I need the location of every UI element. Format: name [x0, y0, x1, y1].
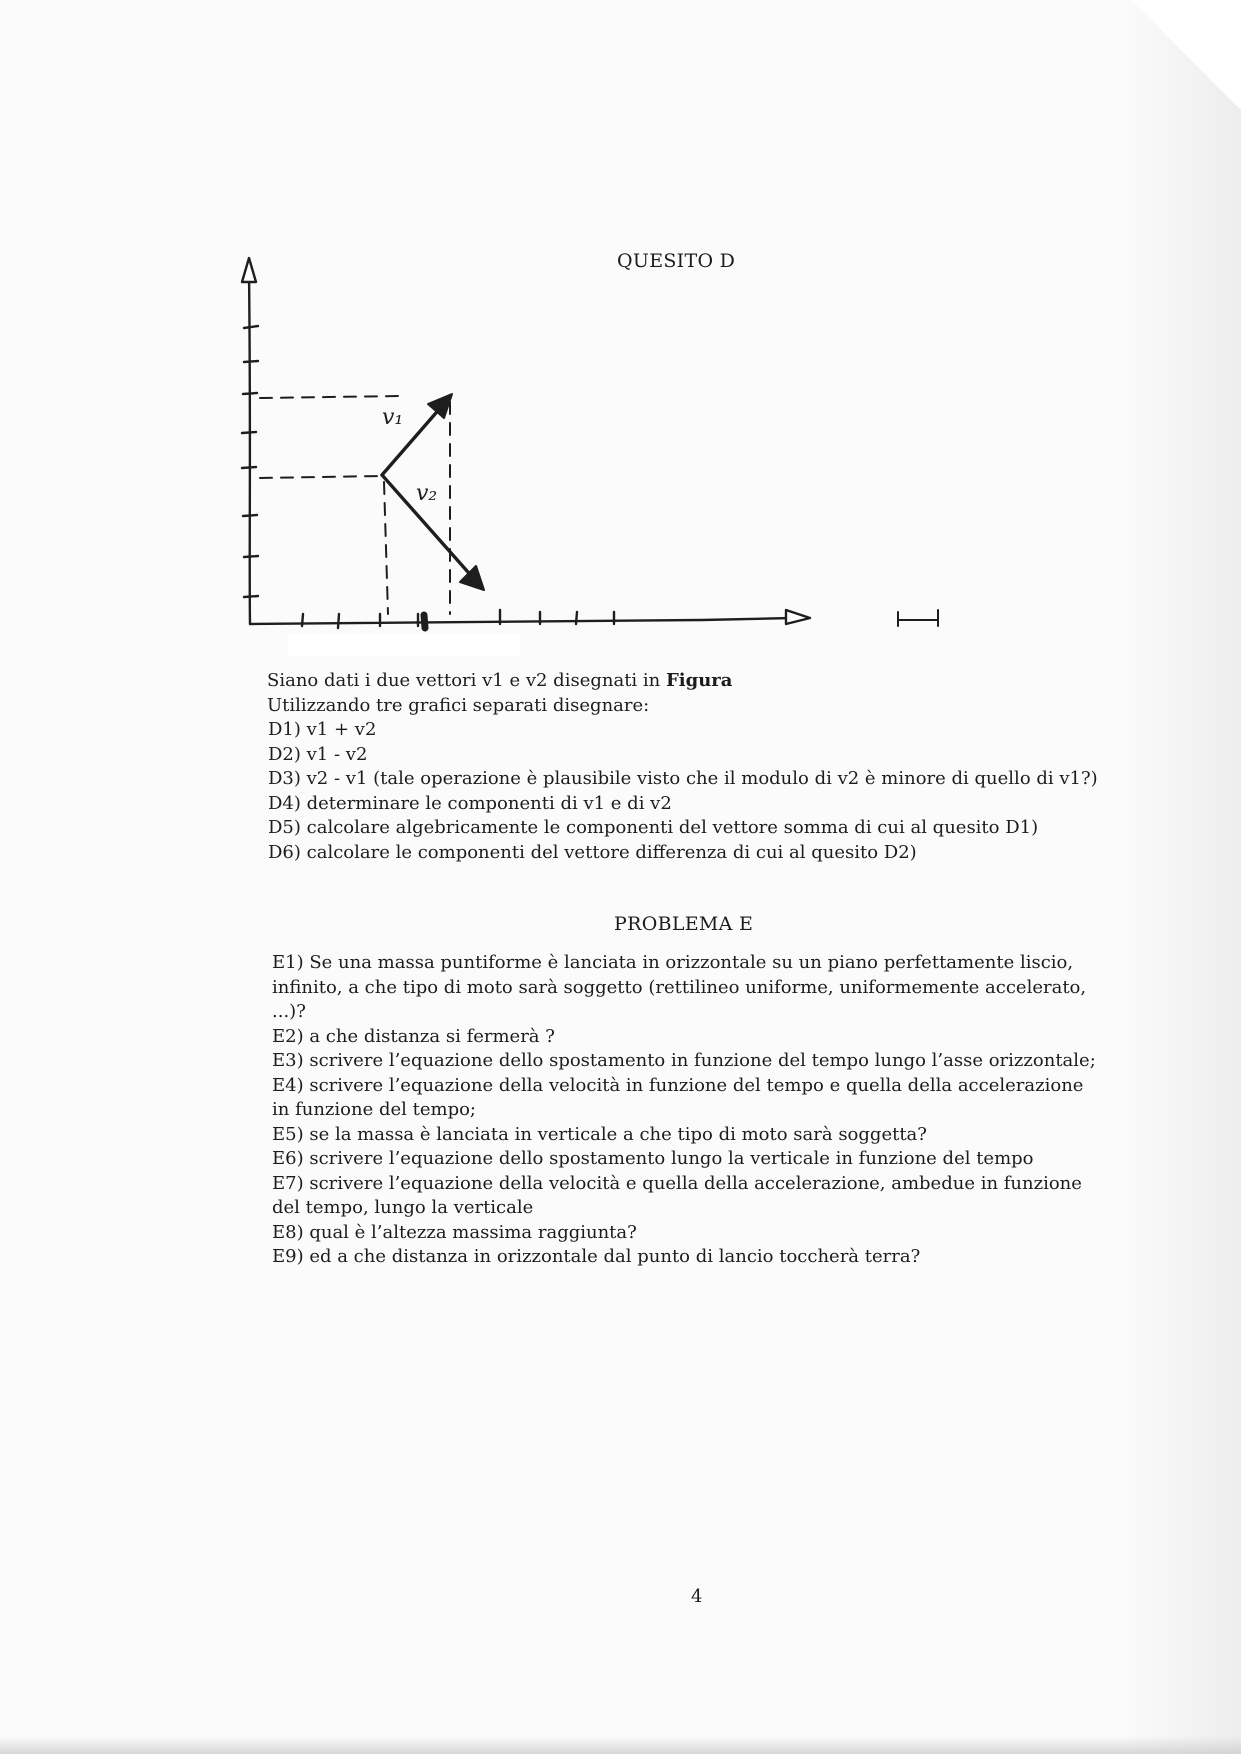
x-axis [250, 618, 792, 624]
v2-label: v₂ [416, 481, 438, 506]
question-e4: E4) scrivere l’equazione della velocità in funzione del tempo e quella della accelerazione in funzione del tempo; [272, 1074, 1084, 1120]
question-d5: D5) calcolare algebricamente le componenti del vettore somma di cui al quesito D1) [268, 817, 1039, 838]
v1-horizontal-guide [260, 396, 400, 398]
question-e2: E2) a che distanza si fermerà ? [272, 1025, 555, 1047]
x-ticks [302, 610, 614, 628]
y-axis-arrowhead [242, 258, 256, 282]
v1-label: v₁ [382, 405, 404, 430]
y-axis [249, 272, 250, 624]
folded-corner [1131, 0, 1241, 110]
intro-figure-word: Figura [665, 670, 733, 691]
redaction-mark [288, 634, 520, 656]
question-d6: D6) calcolare le componenti del vettore differenza di cui al quesito D2) [268, 841, 917, 863]
question-e1: E1) Se una massa puntiforme è lanciata in orizzontale su un piano perfettamente liscio, infinito, a che tipo di moto sarà soggetto (rettilineo uniforme, uniformemente accelerato, ...)? [272, 952, 1087, 1022]
question-d1: D1) v1 + v2 [268, 719, 377, 740]
intro-text: Siano dati i due vettori v1 e v2 disegnati in [267, 670, 666, 691]
intro-line [267, 669, 732, 694]
question-e8: E8) qual è l’altezza massima raggiunta? [272, 1221, 637, 1243]
question-e7: E7) scrivere l’equazione della velocità e quella della accelerazione, ambedue in funzione del tempo, lungo la verticale [272, 1172, 1082, 1218]
sheet-edge [0, 1736, 1241, 1754]
scale-segment [898, 610, 938, 626]
origin-vertical-guide [384, 482, 388, 614]
vector-figure [232, 252, 952, 652]
quesito-d-title: QUESITO D [617, 250, 736, 272]
question-d4: D4) determinare le componenti di v1 e di v2 [268, 792, 672, 814]
page-number: 4 [691, 1586, 703, 1607]
origin-horizontal-guide [260, 476, 382, 478]
x-tick-mark [424, 615, 425, 628]
question-d2: D2) v1 - v2 [268, 743, 368, 765]
question-e5: E5) se la massa è lanciata in verticale a che tipo di moto sarà soggetta? [272, 1123, 927, 1145]
x-axis-arrowhead [786, 610, 810, 624]
paper-shadow [1121, 0, 1241, 1754]
question-e3: E3) scrivere l’equazione dello spostamento in funzione del tempo lungo l’asse orizzontale; [272, 1050, 1096, 1071]
vector-v1-arrowhead [428, 394, 452, 418]
question-e6: E6) scrivere l’equazione dello spostamento lungo la verticale in funzione del tempo [272, 1148, 1034, 1169]
question-d3: D3) v2 - v1 (tale operazione è plausibile visto che il modulo di v2 è minore di quello di v1?) [268, 768, 1098, 789]
instruction-line: Utilizzando tre grafici separati disegnare: [267, 694, 650, 716]
quesito-intro [267, 669, 732, 718]
problema-e-title: PROBLEMA E [614, 913, 754, 935]
problema-e-list [272, 951, 1102, 1270]
quesito-d-list [268, 718, 1098, 865]
question-e9: E9) ed a che distanza in orizzontale dal punto di lancio toccherà terra? [272, 1246, 921, 1267]
